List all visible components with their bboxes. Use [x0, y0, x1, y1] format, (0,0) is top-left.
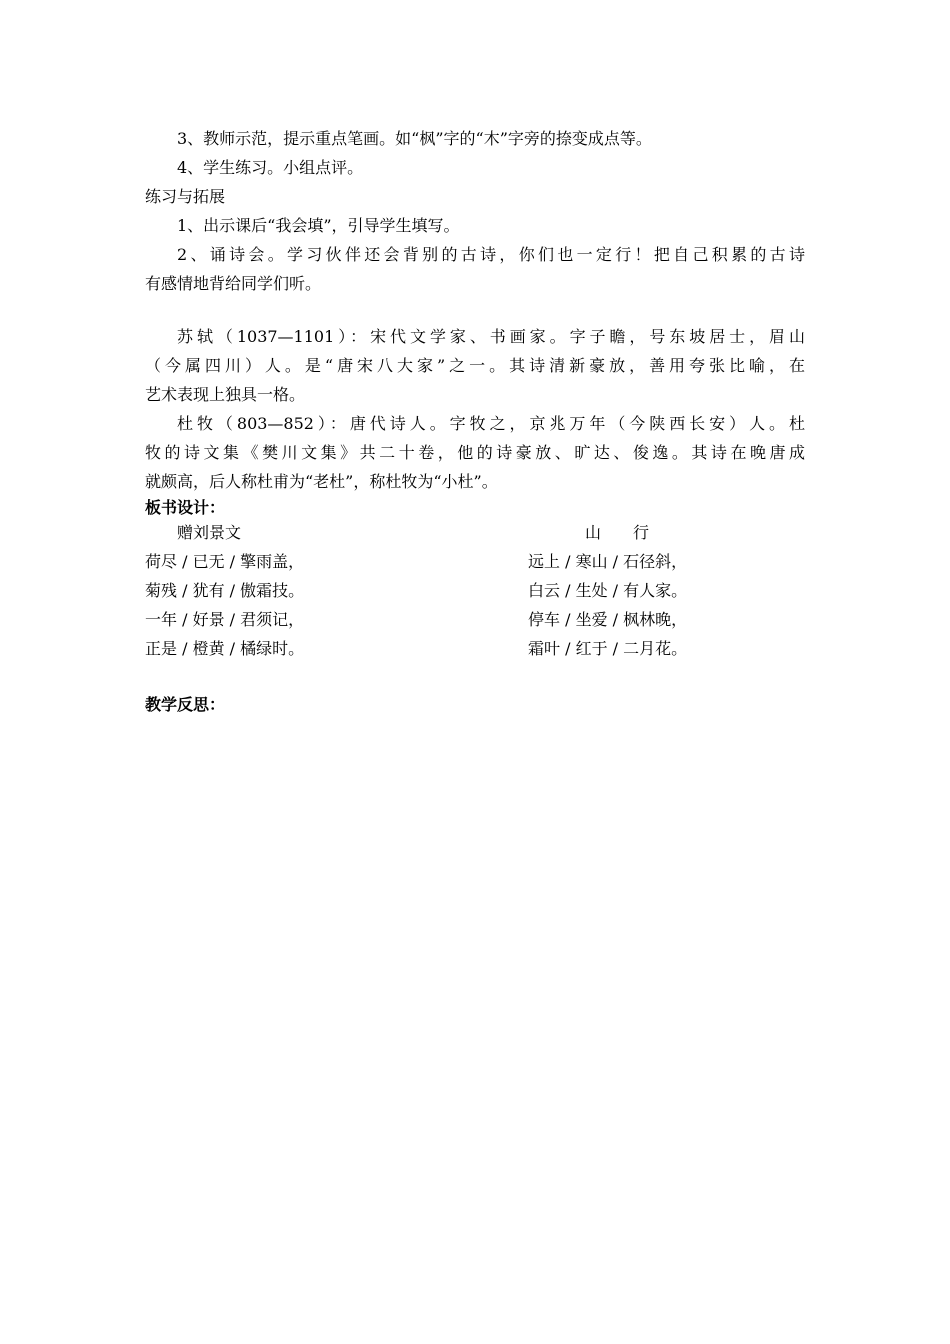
practice-item-2-line-2: 有感情地背给同学们听。	[145, 274, 322, 293]
dumu-bio-line-2: 牧的诗文集《樊川文集》共二十卷，他的诗豪放、旷达、俊逸。其诗在晚唐成	[145, 443, 805, 462]
poem-2-line: 远上 / 寒山 / 石径斜，	[528, 552, 688, 571]
dumu-bio-line-3: 就颇高，后人称杜甫为“老杜”，称杜牧为“小杜”。	[145, 472, 498, 491]
poem-2-title: 山 行	[585, 523, 650, 542]
sushi-bio-line-1: 苏轼（1037—1101）：宋代文学家、书画家。字子瞻，号东坡居士，眉山	[177, 327, 805, 346]
practice-heading: 练习与拓展	[145, 187, 226, 206]
poem-1-line: 荷尽 / 已无 / 擎雨盖，	[145, 552, 305, 571]
board-design-heading: 板书设计：	[145, 498, 226, 517]
step-3-text: 3、教师示范，提示重点笔画。如“枫”字的“木”字旁的捺变成点等。	[177, 129, 652, 148]
poem-1-title: 赠刘景文	[177, 523, 242, 542]
poem-1-line: 正是 / 橙黄 / 橘绿时。	[145, 639, 305, 658]
step-4-text: 4、学生练习。小组点评。	[177, 158, 364, 177]
poem-2-line: 停车 / 坐爱 / 枫林晚，	[528, 610, 688, 629]
sushi-bio-line-2: （今属四川）人。是“唐宋八大家”之一。其诗清新豪放，善用夸张比喻，在	[145, 356, 805, 375]
poem-2-line: 白云 / 生处 / 有人家。	[528, 581, 688, 600]
poem-1-line: 一年 / 好景 / 君须记，	[145, 610, 305, 629]
poem-2-line: 霜叶 / 红于 / 二月花。	[528, 639, 688, 658]
sushi-bio-line-3: 艺术表现上独具一格。	[145, 385, 306, 404]
dumu-bio-line-1: 杜牧（803—852）：唐代诗人。字牧之，京兆万年（今陕西长安）人。杜	[177, 414, 805, 433]
practice-item-1: 1、出示课后“我会填”，引导学生填写。	[177, 216, 460, 235]
practice-item-2-line-1: 2、诵诗会。学习伙伴还会背别的古诗，你们也一定行！把自己积累的古诗	[177, 245, 805, 264]
poem-1-line: 菊残 / 犹有 / 傲霜技。	[145, 581, 305, 600]
reflection-heading: 教学反思：	[145, 695, 226, 714]
